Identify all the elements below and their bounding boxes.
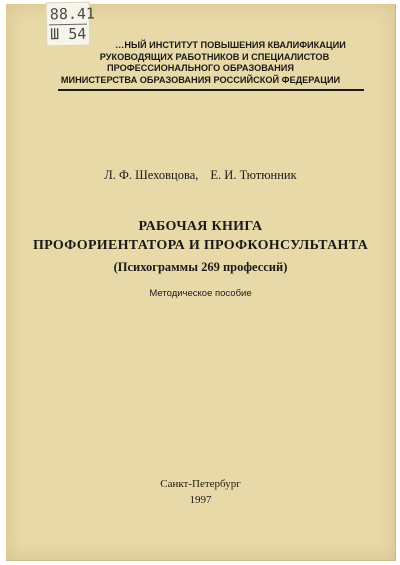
publication-year: 1997 (189, 494, 212, 506)
title-line: РАБОЧАЯ КНИГА (138, 219, 263, 234)
book-title (6, 217, 395, 255)
authors (6, 168, 395, 183)
institute-line: …НЫЙ ИНСТИТУТ ПОВЫШЕНИЯ КВАЛИФИКАЦИИ (115, 40, 346, 50)
shelfmark-number: 88.41 (49, 4, 96, 24)
book-subtitle: (Психограммы 269 профессий) (113, 260, 288, 274)
shelfmark-code: Ш 54 (50, 24, 87, 44)
title-line: ПРОФОРИЕНТАТОРА И ПРОФКОНСУЛЬТАНТА (32, 238, 369, 253)
author-name: Л. Ф. Шеховцова, (104, 168, 199, 182)
library-shelfmark-label (46, 2, 96, 47)
publication-city: Санкт-Петербург (160, 478, 241, 490)
institute-line: МИНИСТЕРСТВА ОБРАЗОВАНИЯ РОССИЙСКОЙ ФЕДЕРАЦИИ (60, 74, 341, 85)
book-cover (6, 4, 396, 561)
header-divider (58, 89, 364, 91)
institute-line: ПРОФЕССИОНАЛЬНОГО ОБРАЗОВАНИЯ (107, 63, 294, 73)
publication-type: Методическое пособие (149, 288, 252, 299)
institute-header (6, 40, 395, 86)
institute-line: РУКОВОДЯЩИХ РАБОТНИКОВ И СПЕЦИАЛИСТОВ (99, 51, 330, 62)
author-name: Е. И. Тютюнник (210, 168, 297, 182)
